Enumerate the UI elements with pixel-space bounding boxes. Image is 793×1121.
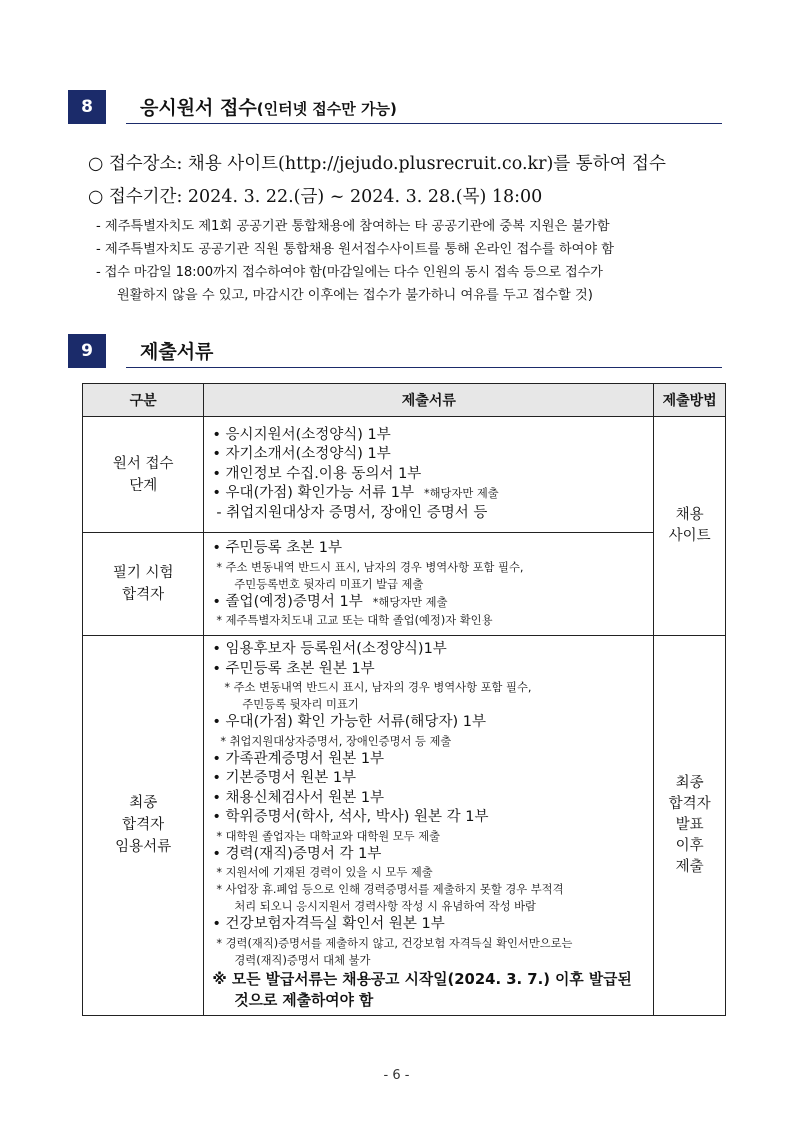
list-item: • 가족관계증명서 원본 1부 [212,750,385,767]
list-note: * 사업장 휴.폐업 등으로 인해 경력증명서를 제출하지 못할 경우 부적격 [216,883,564,896]
category-application: 원서 접수 단계 [83,417,204,533]
application-period: ○ 접수기간: 2024. 3. 22.(금) ~ 2024. 3. 28.(목) 18:00 [88,187,543,207]
documents-table [82,383,726,1016]
category-written-exam: 필기 시험 합격자 [83,533,204,636]
list-note: 주민등록 뒷자리 미표기 [242,698,359,711]
list-item: • 건강보험자격득실 확인서 원본 1부 [212,916,445,932]
documents-list [204,636,654,1016]
table-row [83,533,726,636]
list-item: • 응시지원서(소정양식) 1부 [212,426,391,443]
table-header-row [83,384,726,417]
list-note: * 지원서에 기재된 경력이 있을 시 모두 제출 [216,866,433,879]
list-note: * 주소 변동내역 반드시 표시, 남자의 경우 병역사항 포함 필수, [224,681,532,694]
list-item: • 우대(가점) 확인 가능한 서류(해당자) 1부 [212,714,486,730]
section-8-number: 8 [68,90,106,124]
application-place: ○ 접수장소: 채용 사이트(http://jejudo.plusrecruit.co.kr)를 통하여 접수 [88,154,666,174]
documents-list [204,533,654,636]
list-item: • 임용후보자 등록원서(소정양식)1부 [212,641,447,657]
list-item: • 학위증명서(학사, 석사, 박사) 원본 각 1부 [212,809,489,825]
list-item: - 취업지원대상자 증명서, 장애인 증명서 등 [216,504,488,521]
list-note: * 취업지원대상자증명서, 장애인증명서 등 제출 [220,734,452,748]
note-3-cont: 원활하지 않을 수 있고, 마감시간 이후에는 접수가 불가하니 여유를 두고 접수할 것) [117,288,593,303]
list-note: * 대학원 졸업자는 대학교와 대학원 모두 제출 [216,829,441,843]
list-note: * 경력(재직)증명서를 제출하지 않고, 건강보험 자격득실 확인서만으로는 [216,936,573,950]
section-9-title: 제출서류 [140,341,214,363]
list-item: • 주민등록 초본 1부 [212,540,343,556]
issuance-date-notice: ※ 모든 발급서류는 채용공고 시작일(2024. 3. 7.) 이후 발급된 [212,970,632,988]
category-final: 최종 합격자 임용서류 [83,636,204,1016]
list-item: • 개인정보 수집.이용 동의서 1부 [212,465,422,482]
note-3: - 접수 마감일 18:00까지 접수하여야 함(마감일에는 다수 인원의 동시 접속 등으로 접수가 [96,265,603,280]
method-recruit-site: 채용 사이트 [654,417,726,636]
list-item: • 채용신체검사서 원본 1부 [212,789,385,806]
section-9-number: 9 [68,334,106,368]
table-row [83,636,726,1016]
list-item: • 우대(가점) 확인가능 서류 1부 *해당자만 제출 [212,485,499,502]
section-8-header [68,90,722,124]
note-2: - 제주특별자치도 공공기관 직원 통합채용 원서접수사이트를 통해 온라인 접수를 하여야 함 [96,242,615,257]
table-row [83,417,726,533]
method-after-announcement: 최종 합격자 발표 이후 제출 [654,636,726,1016]
list-item: • 졸업(예정)증명서 1부 *해당자만 제출 [212,593,448,610]
list-note: 처리 되오니 응시지원서 경력사항 작성 시 유념하여 작성 바람 [234,900,536,913]
section-8-underline [126,123,722,124]
list-note: 주민등록번호 뒷자리 미표기 발급 제출 [234,577,424,591]
section-8-title: 응시원서 접수(인터넷 접수만 가능) [140,97,397,119]
issuance-date-notice-cont: 것으로 제출하여야 함 [234,991,374,1009]
note-1: - 제주특별자치도 제1회 공공기관 통합채용에 참여하는 타 공공기관에 중복 지원은 불가함 [96,219,610,234]
header-method: 제출방법 [654,384,726,417]
list-item: • 기본증명서 원본 1부 [212,770,357,786]
page-number: - 6 - [383,1068,410,1083]
list-note: * 제주특별자치도내 고교 또는 대학 졸업(예정)자 확인용 [216,614,493,627]
list-item: • 자기소개서(소정양식) 1부 [212,446,391,463]
section-9-header [68,334,722,368]
list-item: • 경력(재직)증명서 각 1부 [212,845,382,862]
list-item: • 주민등록 초본 원본 1부 [212,660,375,677]
section-9-underline [126,367,722,368]
list-note: * 주소 변동내역 반드시 표시, 남자의 경우 병역사항 포함 필수, [216,560,524,574]
header-documents: 제출서류 [204,384,654,417]
documents-list [204,417,654,533]
list-note: 경력(재직)증명서 대체 불가 [234,953,371,967]
header-category: 구분 [83,384,204,417]
